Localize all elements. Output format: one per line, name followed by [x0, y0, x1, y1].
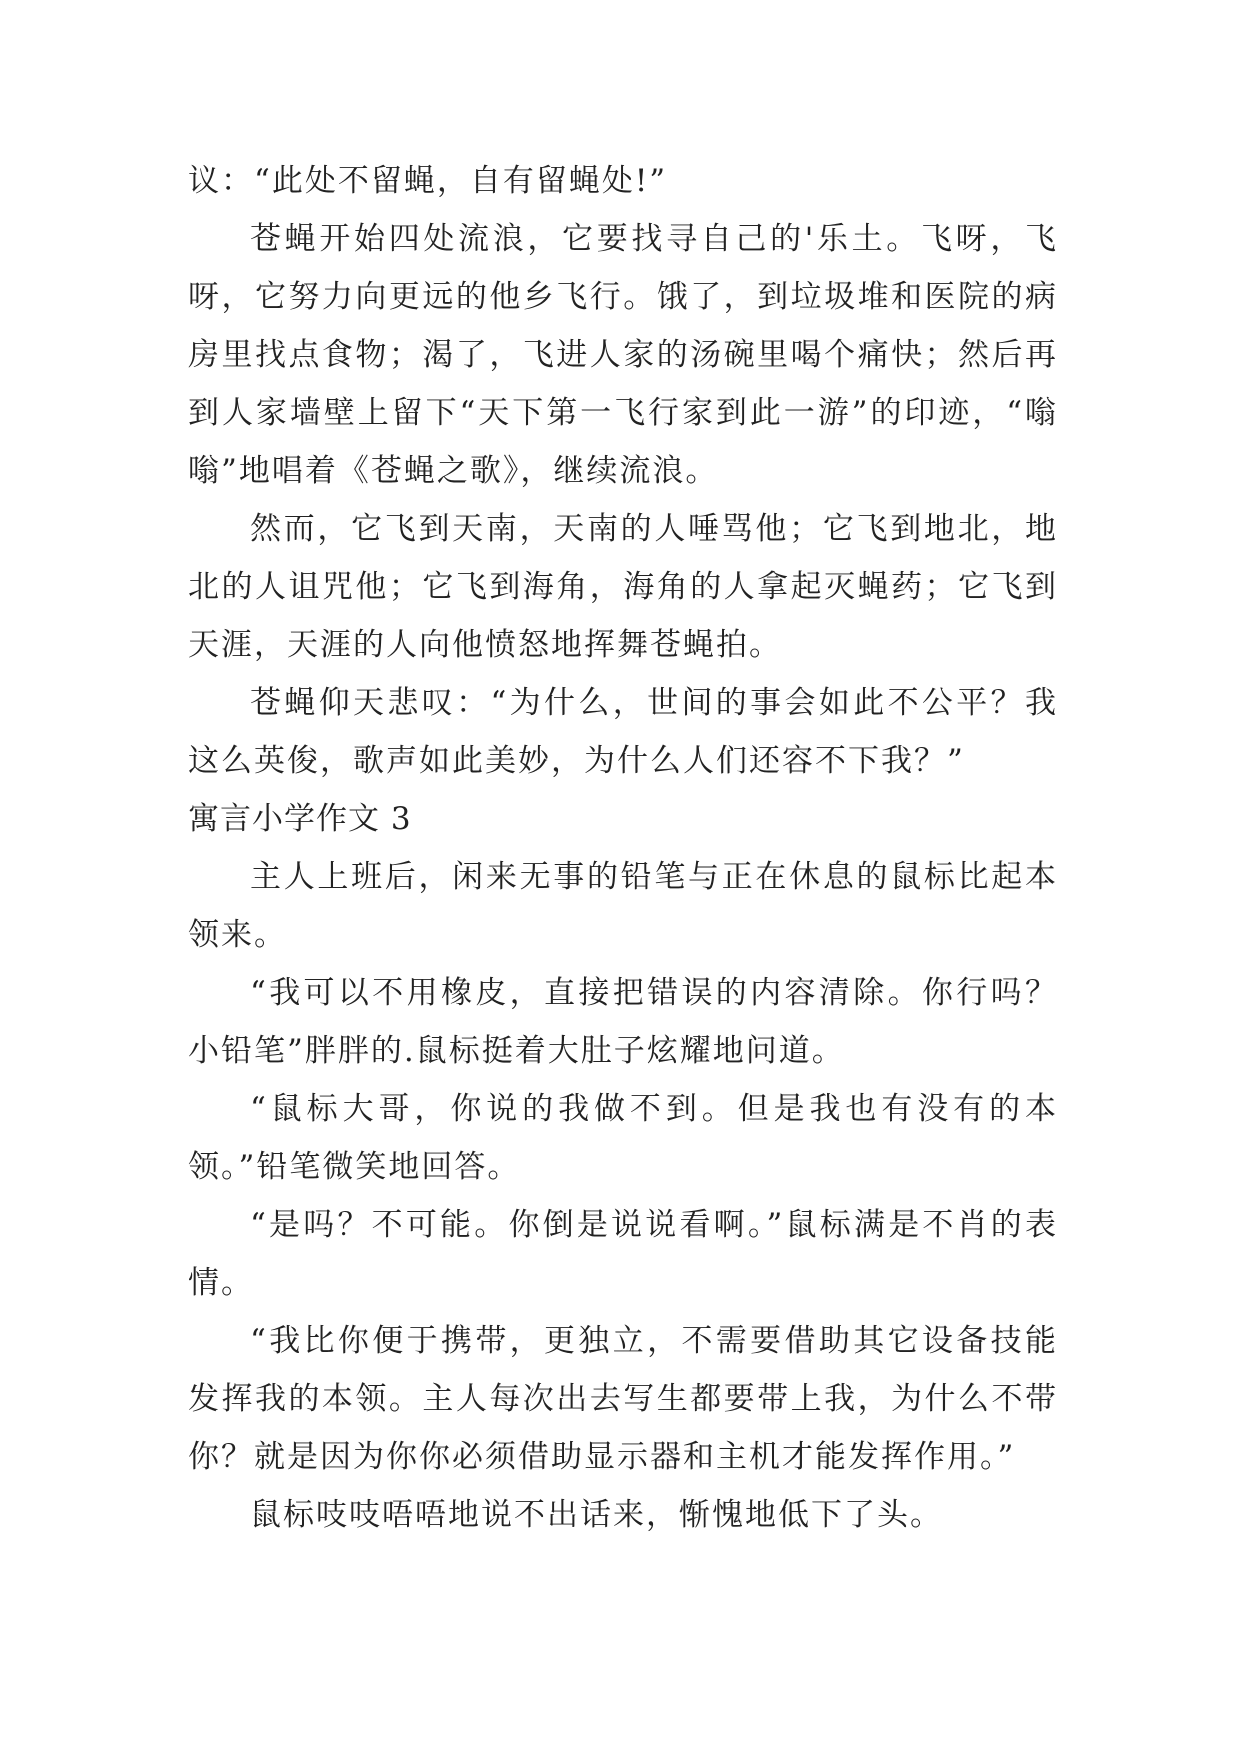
paragraph: “我可以不用橡皮，直接把错误的内容清除。你行吗？小铅笔”胖胖的.鼠标挺着大肚子炫耀地问道。 — [188, 975, 1058, 1069]
paragraph: 苍蝇仰天悲叹：“为什么，世间的事会如此不公平？我这么英俊，歌声如此美妙，为什么人们还容不下我？” — [188, 685, 1058, 779]
paragraph: 议：“此处不留蝇，自有留蝇处!” — [188, 163, 668, 199]
paragraph: 鼠标吱吱唔唔地说不出话来，惭愧地低下了头。 — [250, 1497, 943, 1533]
document-body — [188, 152, 1058, 1544]
paragraph: 苍蝇开始四处流浪，它要找寻自己的'乐土。飞呀，飞呀，它努力向更远的他乡飞行。饿了，到垃圾堆和医院的病房里找点食物；渴了，飞进人家的汤碗里喝个痛快；然后再到人家墙壁上留下“天下第一飞行家到此一游”的印迹，“嗡嗡”地唱着《苍蝇之歌》，继续流浪。 — [188, 221, 1058, 489]
section-heading: 寓言小学作文 3 — [188, 801, 412, 837]
paragraph: “我比你便于携带，更独立，不需要借助其它设备技能发挥我的本领。主人每次出去写生都要带上我，为什么不带你？就是因为你你必须借助显示器和主机才能发挥作用。” — [188, 1323, 1058, 1475]
paragraph: 然而，它飞到天南，天南的人唾骂他；它飞到地北，地北的人诅咒他；它飞到海角，海角的人拿起灭蝇药；它飞到天涯，天涯的人向他愤怒地挥舞苍蝇拍。 — [188, 511, 1058, 663]
paragraph: “鼠标大哥，你说的我做不到。但是我也有没有的本领。”铅笔微笑地回答。 — [188, 1091, 1058, 1185]
paragraph: 主人上班后，闲来无事的铅笔与正在休息的鼠标比起本领来。 — [188, 859, 1058, 953]
paragraph: “是吗？不可能。你倒是说说看啊。”鼠标满是不肖的表情。 — [188, 1207, 1058, 1301]
